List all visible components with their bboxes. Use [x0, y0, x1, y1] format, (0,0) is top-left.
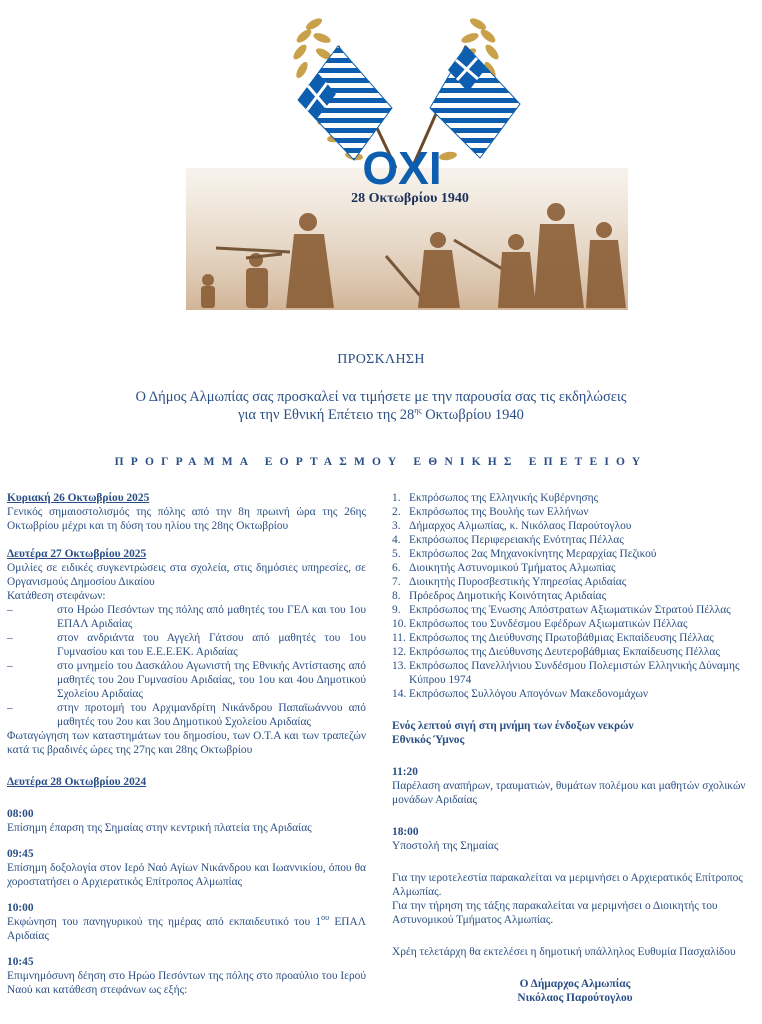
sunday-text: Γενικός σημαιοστολισμός της πόλης από την 8η πρωινή ώρα της 26ης Οκτωβρίου μέχρι και τη δύση του ηλίου της 28ης Οκτωβρίου — [7, 506, 366, 532]
right-column — [392, 491, 758, 1005]
invitation-line-2-start: για την Εθνική Επέτειο της 28 — [238, 407, 415, 423]
list-number: 13. — [392, 660, 407, 672]
oxi-date: 28 Οκτωβρίου 1940 — [351, 191, 469, 206]
event-1045: Επιμνημόσυνη δέηση στο Ηρώο Πεσόντων της πόλης στο προαύλιο του Ιερού Ναού και κατάθεση στεφάνων ως εξής: — [7, 970, 366, 996]
time-0800: 08:00 — [7, 808, 34, 820]
wreath-item — [7, 701, 366, 729]
monday-27-intro: Ομιλίες σε ειδικές συγκεντρώσεις στα σχολεία, στις δημόσιες υπηρεσίες, σε Οργανισμούς Δημοσίου Δικαίου — [7, 562, 366, 588]
dash-bullet: – — [7, 702, 13, 714]
wreath-order-list — [392, 491, 758, 701]
list-text: Εκπρόσωπος της Διεύθυνσης Πρωτοβάθμιας Εκπαίδευσης Πέλλας — [409, 632, 714, 644]
list-number: 7. — [392, 576, 401, 588]
list-number: 14. — [392, 688, 407, 700]
list-number: 9. — [392, 604, 401, 616]
silence-text: Ενός λεπτού σιγή στη μνήμη των ένδοξων νεκρών — [392, 720, 634, 732]
day-heading-monday-27: Δευτέρα 27 Οκτωβρίου 2025 — [7, 548, 147, 560]
list-text: Πρόεδρος Δημοτικής Κοινότητας Αριδαίας — [409, 590, 607, 602]
invitation-line-2-sup: ης — [414, 406, 422, 416]
list-item — [392, 603, 758, 617]
list-text: Εκπρόσωπος 2ας Μηχανοκίνητης Μεραρχίας Πεζικού — [409, 548, 657, 560]
signature-name: Νικόλαος Παρούτογλου — [517, 992, 633, 1004]
time-1800: 18:00 — [392, 826, 419, 838]
event-1000-end: ΕΠΑΛ Αριδαίας — [7, 916, 366, 942]
invitation-title: ΠΡΟΣΚΛΗΣΗ — [337, 352, 425, 367]
time-1000: 10:00 — [7, 902, 34, 914]
list-item — [392, 617, 758, 631]
list-item — [392, 491, 758, 505]
list-number: 1. — [392, 492, 401, 504]
event-1800: Υποστολή της Σημαίας — [392, 840, 499, 852]
list-item — [392, 659, 758, 687]
list-item — [392, 631, 758, 645]
note-order: Για την τήρηση της τάξης παρακαλείται να μεριμνήσει ο Διοικητής του Αστυνομικού Τμήματος Αλμωπίας. — [392, 900, 718, 926]
time-0945: 09:45 — [7, 848, 34, 860]
signature-title: Ο Δήμαρχος Αλμωπίας — [519, 978, 631, 990]
list-text: Διοικητής Πυροσβεστικής Υπηρεσίας Αριδαίας — [409, 576, 627, 588]
list-item — [392, 547, 758, 561]
host-text: Χρέη τελετάρχη θα εκτελέσει η δημοτική υπάλληλος Ευθυμία Πασχαλίδου — [392, 946, 736, 958]
list-number: 10. — [392, 618, 407, 630]
wreath-text: στο μνημείο του Δασκάλου Αγωνιστή της Εθνικής Αντίστασης από μαθητές του 2ου Γυμνασίου Αριδαίας, του 1ου και 4ου Δημοτικού Σχολείου Αριδαίας — [57, 660, 366, 700]
invitation-line-2-end: Οκτωβρίου 1940 — [421, 407, 524, 423]
dash-bullet: – — [7, 660, 13, 672]
list-item — [392, 561, 758, 575]
list-number: 5. — [392, 548, 401, 560]
list-item — [392, 589, 758, 603]
list-text: Εκπρόσωπος της Ένωσης Απόστρατων Αξιωματικών Στρατού Πέλλας — [409, 604, 731, 616]
list-item — [392, 505, 758, 519]
list-text: Εκπρόσωπος Περιφερειακής Ενότητας Πέλλας — [409, 534, 624, 546]
wreath-item — [7, 631, 366, 659]
day-heading-sunday: Κυριακή 26 Οκτωβρίου 2025 — [7, 492, 150, 504]
list-text: Εκπρόσωπος Πανελλήνιου Συνδέσμου Πολεμιστών Ελληνικής Δύναμης Κύπρου 1974 — [409, 660, 740, 686]
list-text: Εκπρόσωπος Συλλόγου Απογόνων Μακεδονομάχων — [409, 688, 648, 700]
time-1045: 10:45 — [7, 956, 34, 968]
note-ceremony: Για την ιεροτελεστία παρακαλείται να μεριμνήσει ο Αρχιερατικός Επίτροπος Αλμωπίας. — [392, 872, 743, 898]
event-1000-sup: ου — [321, 913, 330, 923]
list-number: 11. — [392, 632, 406, 644]
list-item — [392, 687, 758, 701]
wreath-item — [7, 603, 366, 631]
list-item — [392, 645, 758, 659]
program-title: ΠΡΟΓΡΑΜΜΑ ΕΟΡΤΑΣΜΟΥ ΕΘΝΙΚΗΣ ΕΠΕΤΕΙΟΥ — [114, 456, 648, 468]
list-number: 4. — [392, 534, 401, 546]
event-1000 — [7, 915, 366, 943]
event-0800: Επίσημη έπαρση της Σημαίας στην κεντρική πλατεία της Αριδαίας — [7, 822, 312, 834]
list-number: 8. — [392, 590, 401, 602]
list-item — [392, 533, 758, 547]
list-item — [392, 519, 758, 533]
wreath-text: στην προτομή του Αρχιμανδρίτη Νικάνδρου Παπαϊωάννου από μαθητές του 2ου και 3ου Δημοτικού Σχολείου Αριδαίας — [57, 702, 366, 728]
day-heading-monday-28: Δευτέρα 28 Οκτωβρίου 2024 — [7, 776, 147, 788]
event-1120: Παρέλαση αναπήρων, τραυματιών, θυμάτων πολέμου και μαθητών σχολικών μονάδων Αριδαίας — [392, 780, 746, 806]
wreath-item — [7, 659, 366, 701]
event-1000-start: Εκφώνηση του πανηγυρικού της ημέρας από εκπαιδευτικό του 1 — [7, 916, 322, 928]
list-text: Δήμαρχος Αλμωπίας, κ. Νικόλαος Παρούτογλου — [409, 520, 632, 532]
invitation-line-2 — [0, 406, 762, 424]
oxi-title: ΟΧΙ — [362, 142, 442, 194]
list-number: 6. — [392, 562, 401, 574]
list-text: Εκπρόσωπος του Συνδέσμου Εφέδρων Αξιωματικών Πέλλας — [409, 618, 688, 630]
hero-illustration — [186, 8, 628, 310]
list-text: Διοικητής Αστυνομικού Τμήματος Αλμωπίας — [409, 562, 616, 574]
left-column — [7, 491, 366, 997]
lighting-text: Φωταγώγηση των καταστημάτων του δημοσίου, των Ο.Τ.Α και των τραπεζών κατά τις βραδινές ώρες της 27ης και 28ης Οκτωβρίου — [7, 730, 366, 756]
wreaths-label: Κατάθεση στεφάνων: — [7, 590, 106, 602]
time-1120: 11:20 — [392, 766, 418, 778]
list-text: Εκπρόσωπος της Βουλής των Ελλήνων — [409, 506, 589, 518]
anthem-text: Εθνικός Ύμνος — [392, 734, 465, 746]
list-text: Εκπρόσωπος της Ελληνικής Κυβέρνησης — [409, 492, 599, 504]
wreath-text: στο Ηρώο Πεσόντων της πόλης από μαθητές του ΓΕΛ και του 1ου ΕΠΑΛ Αριδαίας — [57, 604, 366, 630]
list-item — [392, 575, 758, 589]
list-number: 2. — [392, 506, 401, 518]
list-number: 3. — [392, 520, 401, 532]
list-text: Εκπρόσωπος της Διεύθυνσης Δευτεροβάθμιας Εκπαίδευσης Πέλλας — [409, 646, 720, 658]
dash-bullet: – — [7, 632, 13, 644]
wreath-text: στον ανδριάντα του Αγγελή Γάτσου από μαθητές του 1ου Γυμνασίου και του Ε.Ε.Ε.ΕΚ. Αριδαίας — [57, 632, 366, 658]
event-0945: Επίσημη δοξολογία στον Ιερό Ναό Αγίων Νικάνδρου και Ιωαννικίου, όπου θα χοροστατήσει ο Αρχιερατικός Επίτροπος Αλμωπίας — [7, 862, 366, 888]
list-number: 12. — [392, 646, 407, 658]
dash-bullet: – — [7, 604, 13, 616]
invitation-line-1: Ο Δήμος Αλμωπίας σας προσκαλεί να τιμήσετε με την παρουσία σας τις εκδηλώσεις — [135, 389, 627, 405]
